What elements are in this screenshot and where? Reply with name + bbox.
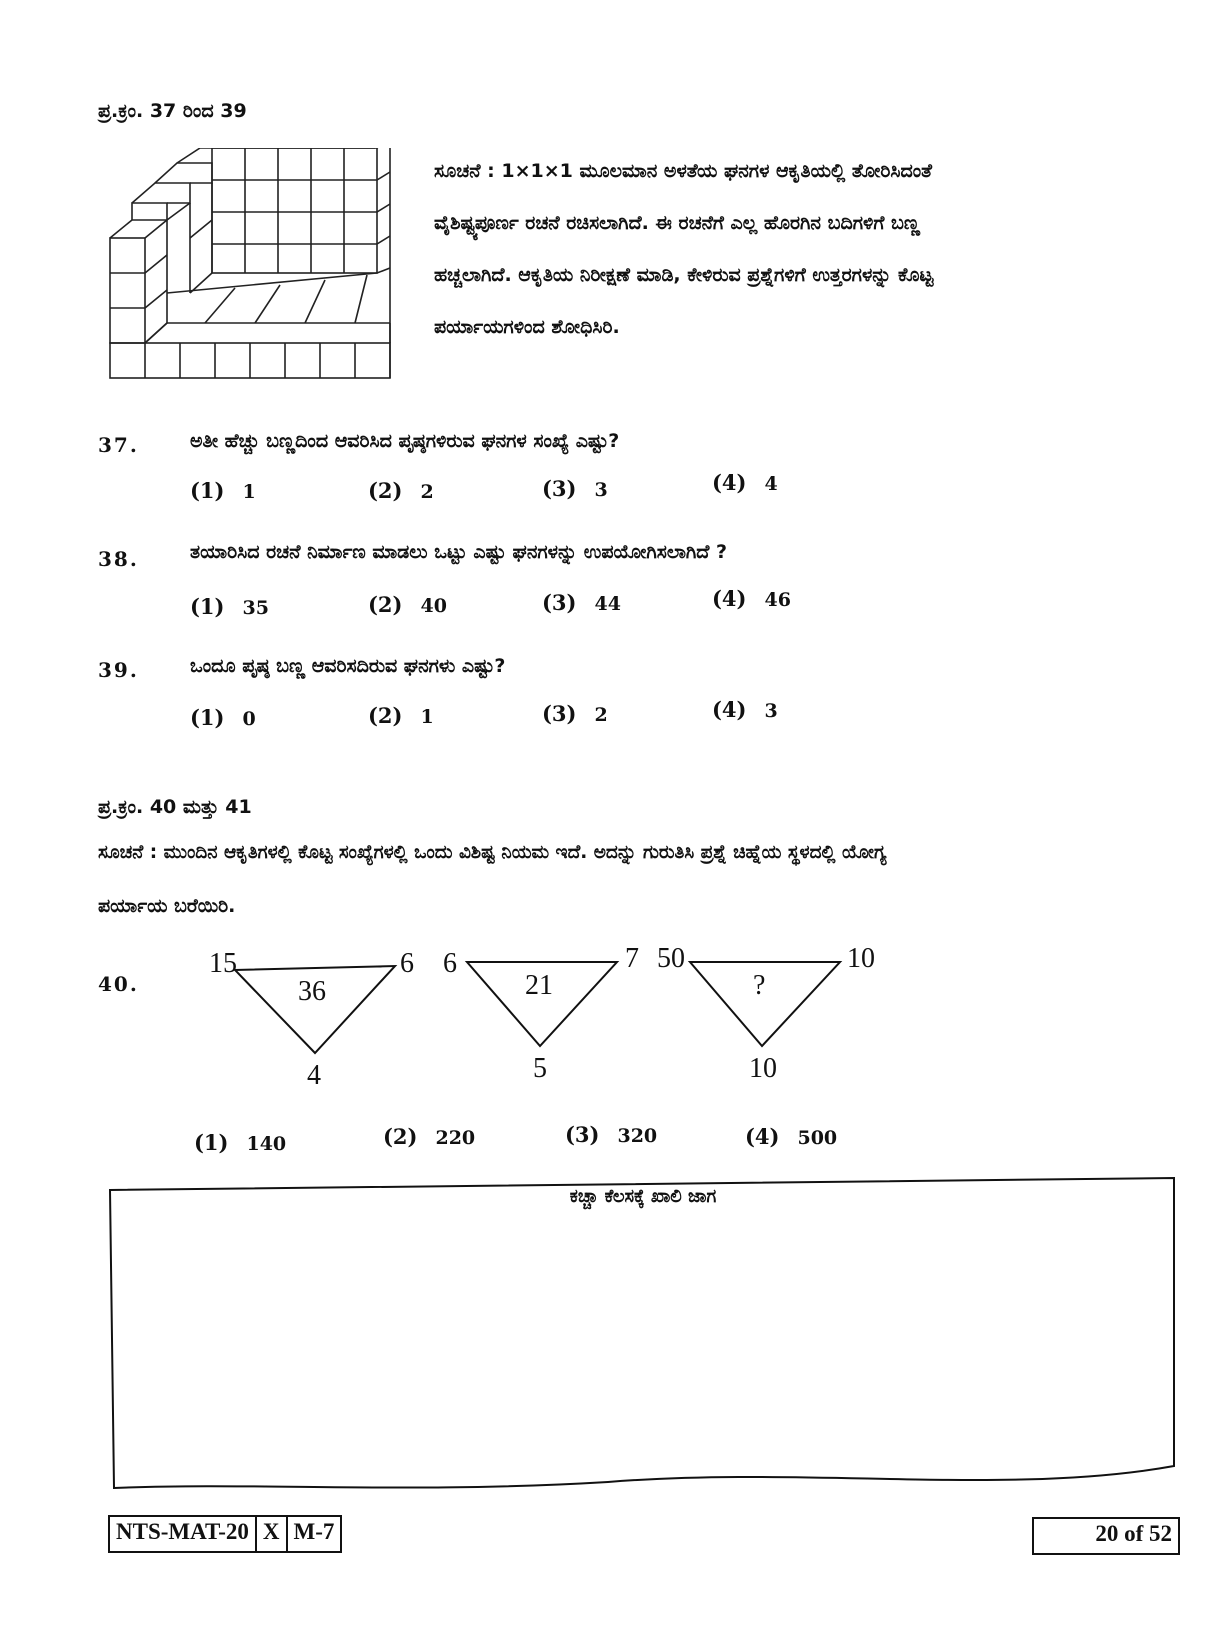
instruction-37-39 (434, 145, 1124, 353)
triangle-1-left: 15 (209, 948, 237, 979)
option-value: 3 (764, 700, 778, 722)
option-value: 140 (246, 1133, 287, 1155)
rough-work-area (108, 1176, 1178, 1494)
option-label: (3) (542, 701, 577, 726)
option-value: 35 (242, 597, 269, 619)
triangle-2-right: 7 (625, 943, 639, 974)
option-value: 320 (617, 1125, 658, 1147)
option-4[interactable] (712, 470, 778, 495)
rough-work-border (108, 1176, 1178, 1494)
option-2[interactable] (368, 478, 434, 503)
paper-code: NTS-MAT-20 (110, 1517, 257, 1551)
option-label: (2) (383, 1124, 418, 1149)
instruction-label: ಸೂಚನೆ : (434, 160, 495, 182)
series-label: M-7 (293, 1519, 335, 1544)
option-label: (4) (712, 697, 747, 722)
page-number-box (1032, 1517, 1180, 1555)
option-label: (2) (368, 703, 403, 728)
option-label: (1) (194, 1130, 229, 1155)
option-value: 2 (594, 704, 608, 726)
option-label: (3) (542, 590, 577, 615)
option-value: 220 (435, 1127, 476, 1149)
option-value: 0 (242, 708, 256, 730)
question-number: 39. (98, 658, 139, 682)
option-value: 40 (420, 595, 447, 617)
rough-work-title: ಕಚ್ಚಾ ಕೆಲಸಕ್ಕೆ ಖಾಲಿ ಜಾಗ (569, 1186, 717, 1207)
instruction-line: ಪರ್ಯಾಯಗಳಿಂದ ಶೋಧಿಸಿರಿ. (434, 316, 620, 338)
option-value: 3 (594, 479, 608, 501)
cube-structure-figure (105, 148, 405, 388)
option-label: (4) (745, 1124, 780, 1149)
triangle-3-bottom: 10 (749, 1053, 777, 1084)
question-number: 37. (98, 433, 139, 457)
option-value: 2 (420, 481, 434, 503)
option-2[interactable] (368, 592, 447, 617)
instruction-line: ಮುಂದಿನ ಆಕೃತಿಗಳಲ್ಲಿ ಕೊಟ್ಟ ಸಂಖ್ಯೆಗಳಲ್ಲಿ ಒಂದು ವಿಶಿಷ್ಟ ನಿಯಮ ಇದೆ. ಅದನ್ನು ಗುರುತಿಸಿ ಪ್ರಶ್ನೆ ಚಿಹ್ನೆಯ ಸ್ಥಳದಲ್ಲಿ ಯೋಗ್ಯ (163, 842, 887, 863)
question-number: 40. (98, 972, 139, 996)
section-heading-37-39: ಪ್ರ.ಕ್ರಂ. 37 ರಿಂದ 39 (98, 100, 247, 122)
triangle-1-right: 6 (400, 948, 414, 979)
option-value: 1 (420, 706, 434, 728)
class-label: X (257, 1517, 288, 1551)
triangle-2-left: 6 (443, 948, 457, 979)
option-label: (1) (190, 594, 225, 619)
option-value: 500 (797, 1127, 838, 1149)
page-number: 20 of 52 (1095, 1521, 1172, 1546)
triangle-2-center: 21 (525, 970, 553, 1001)
instruction-label: ಸೂಚನೆ : (98, 842, 158, 863)
option-1[interactable] (190, 478, 256, 503)
option-3[interactable] (565, 1122, 657, 1147)
question-number: 38. (98, 547, 139, 571)
instruction-line: ಹಚ್ಚಲಾಗಿದೆ. ಆಕೃತಿಯ ನಿರೀಕ್ಷಣೆ ಮಾಡಿ, ಕೇಳಿರುವ ಪ್ರಶ್ನೆಗಳಿಗೆ ಉತ್ತರಗಳನ್ನು ಕೊಟ್ಟ (434, 264, 934, 286)
section-heading-40-41: ಪ್ರ.ಕ್ರಂ. 40 ಮತ್ತು 41 (98, 796, 252, 818)
option-value: 1 (242, 481, 256, 503)
option-1[interactable] (194, 1130, 286, 1155)
option-label: (1) (190, 478, 225, 503)
instruction-40-41 (98, 842, 887, 863)
option-label: (1) (190, 705, 225, 730)
instruction-line: ವೈಶಿಷ್ಟ್ಯಪೂರ್ಣ ರಚನೆ ರಚಿಸಲಾಗಿದೆ. ಈ ರಚನೆಗೆ ಎಲ್ಲ ಹೊರಗಿನ ಬದಿಗಳಿಗೆ ಬಣ್ಣ (434, 212, 921, 234)
question-text: ಒಂದೂ ಪೃಷ್ಠ ಬಣ್ಣ ಆವರಿಸದಿರುವ ಘನಗಳು ಎಷ್ಟು? (190, 655, 506, 677)
option-4[interactable] (745, 1124, 837, 1149)
triangle-figures (195, 943, 875, 1091)
option-value: 4 (764, 473, 778, 495)
question-text: ಅತೀ ಹೆಚ್ಚು ಬಣ್ಣದಿಂದ ಆವರಿಸಿದ ಪೃಷ್ಠಗಳಿರುವ ಘನಗಳ ಸಂಖ್ಯೆ ಎಷ್ಟು? (190, 430, 620, 452)
instruction-line: 1×1×1 ಮೂಲಮಾನ ಅಳತೆಯ ಘನಗಳ ಆಕೃತಿಯಲ್ಲಿ ತೋರಿಸಿದಂತೆ (501, 160, 932, 182)
option-value: 44 (594, 593, 621, 615)
option-label: (3) (565, 1122, 600, 1147)
question-text: ತಯಾರಿಸಿದ ರಚನೆ ನಿರ್ಮಾಣ ಮಾಡಲು ಒಟ್ಟು ಎಷ್ಟು ಘನಗಳನ್ನು ಉಪಯೋಗಿಸಲಾಗಿದೆ ? (190, 541, 727, 563)
option-1[interactable] (190, 705, 256, 730)
footer-code-box (108, 1515, 342, 1553)
option-3[interactable] (542, 590, 621, 615)
option-4[interactable] (712, 697, 778, 722)
option-label: (2) (368, 592, 403, 617)
option-label: (2) (368, 478, 403, 503)
triangle-3-left: 50 (657, 943, 685, 974)
option-3[interactable] (542, 476, 608, 501)
option-2[interactable] (368, 703, 434, 728)
option-3[interactable] (542, 701, 608, 726)
option-label: (3) (542, 476, 577, 501)
triangle-3-center: ? (753, 970, 766, 1001)
triangle-1-center: 36 (298, 976, 326, 1007)
option-4[interactable] (712, 586, 791, 611)
option-label: (4) (712, 470, 747, 495)
triangle-3-right: 10 (847, 943, 875, 974)
option-label: (4) (712, 586, 747, 611)
triangle-2-bottom: 5 (533, 1053, 547, 1084)
instruction-line: ಪರ್ಯಾಯ ಬರೆಯಿರಿ. (98, 895, 236, 917)
option-1[interactable] (190, 594, 269, 619)
option-value: 46 (764, 589, 791, 611)
triangle-1-bottom: 4 (307, 1060, 321, 1091)
option-2[interactable] (383, 1124, 475, 1149)
